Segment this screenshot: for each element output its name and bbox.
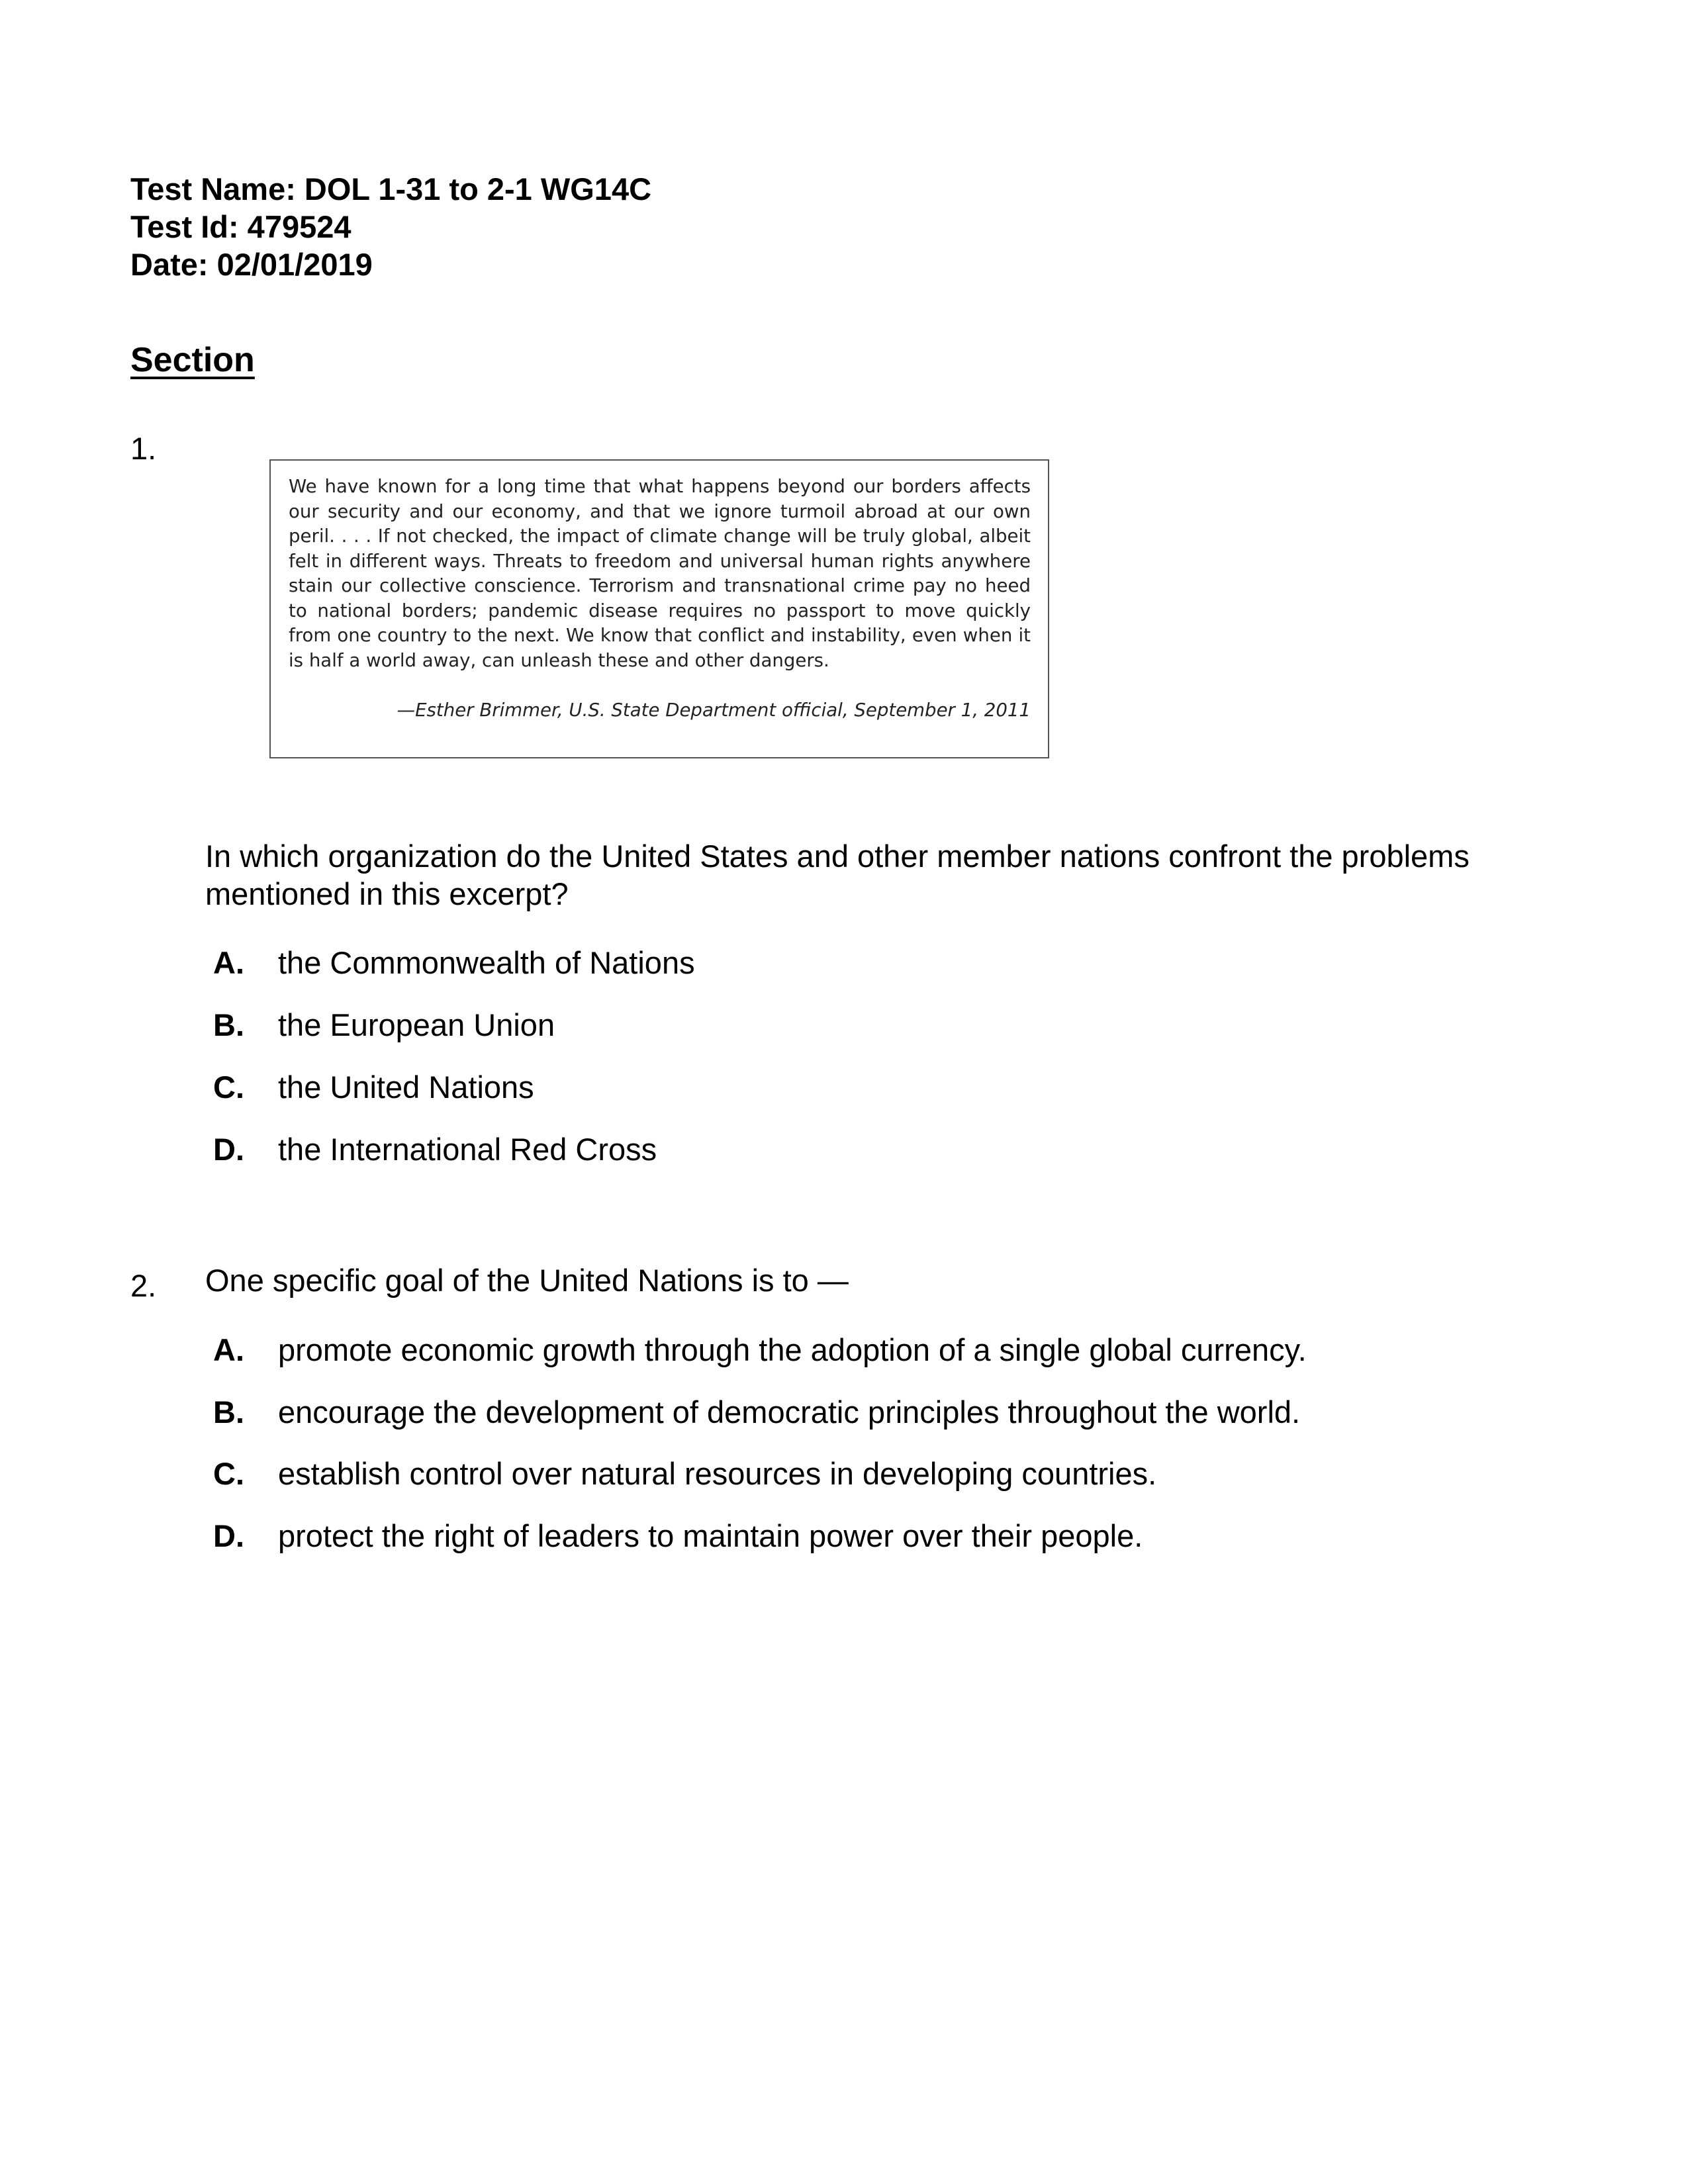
- option-text: the United Nations: [278, 1069, 534, 1105]
- section-title: Section: [130, 341, 255, 379]
- excerpt-box: [269, 459, 1049, 758]
- option-text: the Commonwealth of Nations: [278, 945, 695, 980]
- excerpt-text: We have known for a long time that what happens beyond our borders affects our security and our economy, and that we ignore turmoil abroad at our own peril. . . . If not checked, the impact of climate change will be truly global, albeit felt in different ways. Threats to freedom and universal human rights anywhere stain our collective conscience. Terrorism and transnational crime pay no heed to national borders; pandemic disease requires no passport to move quickly from one country to the next. We know that conflict and instability, even when it is half a world away, can unleash these and other dangers.: [289, 475, 1031, 671]
- option-text: promote economic growth through the adoption of a single global currency.: [278, 1332, 1307, 1367]
- question-2-number: 2.: [130, 1268, 157, 1303]
- question-2-option-d[interactable]: [213, 1518, 1143, 1555]
- option-letter: C.: [213, 1069, 244, 1105]
- option-letter: B.: [213, 1394, 244, 1430]
- test-name: Test Name: DOL 1-31 to 2-1 WG14C: [130, 171, 652, 206]
- option-letter: D.: [213, 1518, 244, 1553]
- question-2-option-b[interactable]: [213, 1394, 1300, 1431]
- question-2-option-a[interactable]: [213, 1332, 1307, 1369]
- option-letter: A.: [213, 1332, 244, 1367]
- question-2-option-c[interactable]: [213, 1455, 1156, 1492]
- option-letter: B.: [213, 1007, 244, 1042]
- option-text: establish control over natural resources in developing countries.: [278, 1456, 1157, 1491]
- question-2-stem: One specific goal of the United Nations is to —: [205, 1263, 849, 1298]
- question-1-option-a[interactable]: [213, 944, 695, 981]
- question-1-number: 1.: [130, 431, 157, 466]
- question-1-stem: In which organization do the United States and other member nations confront the problems mentioned in this excerpt?: [205, 839, 1470, 911]
- option-letter: D.: [213, 1132, 244, 1167]
- option-text: protect the right of leaders to maintain power over their people.: [278, 1518, 1143, 1553]
- question-1-option-c[interactable]: [213, 1069, 534, 1106]
- test-date: Date: 02/01/2019: [130, 247, 373, 282]
- question-1-option-b[interactable]: [213, 1007, 555, 1044]
- option-letter: C.: [213, 1456, 244, 1491]
- option-text: the European Union: [278, 1007, 555, 1042]
- option-text: the International Red Cross: [278, 1132, 657, 1167]
- option-letter: A.: [213, 945, 244, 980]
- option-text: encourage the development of democratic principles throughout the world.: [278, 1394, 1301, 1430]
- test-id: Test Id: 479524: [130, 209, 352, 244]
- question-1-option-d[interactable]: [213, 1131, 657, 1168]
- excerpt-citation: —Esther Brimmer, U.S. State Department official, September 1, 2011: [397, 699, 1031, 721]
